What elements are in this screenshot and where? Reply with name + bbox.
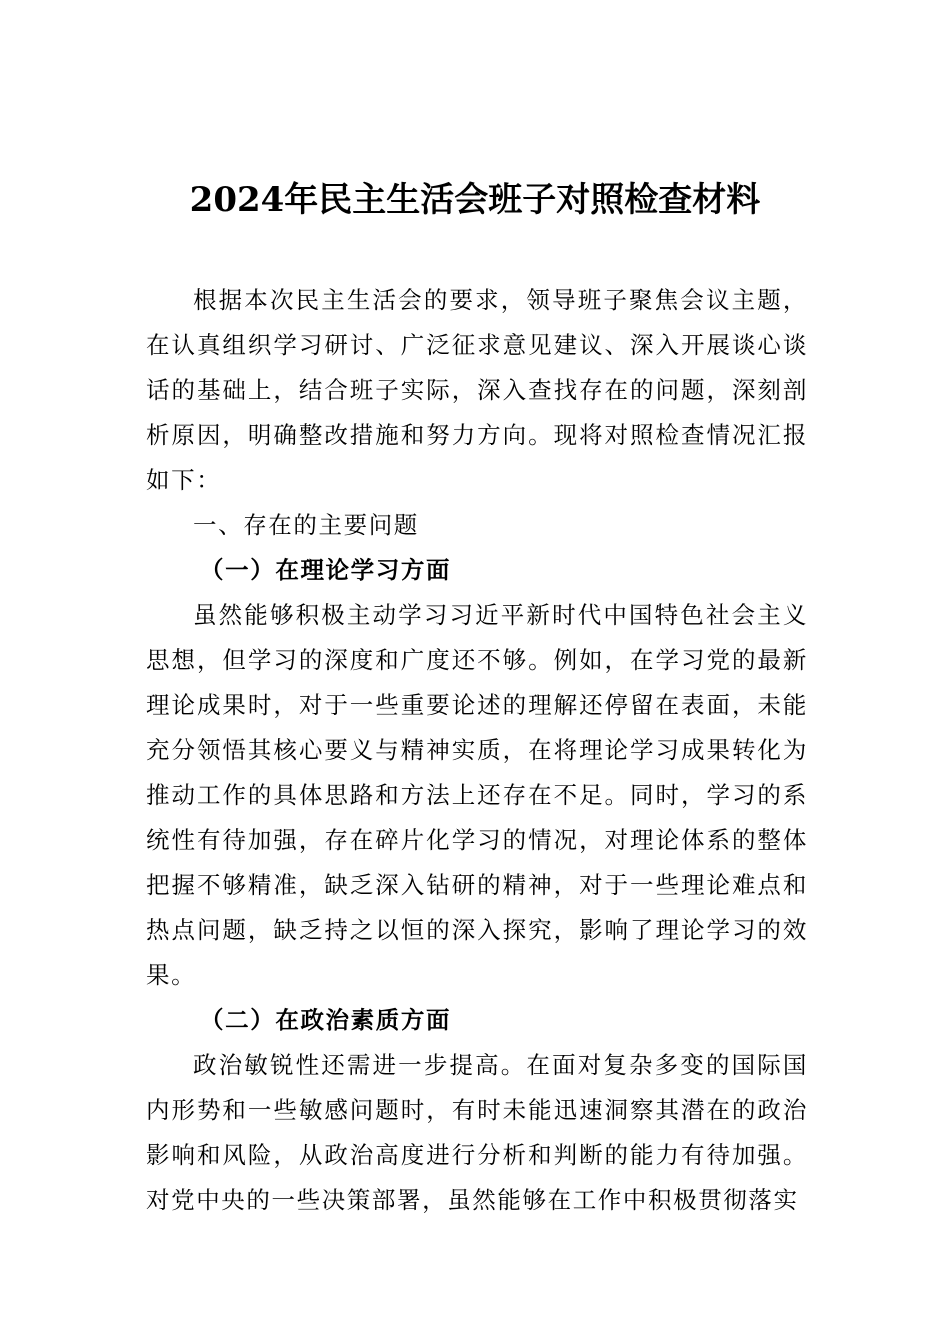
section-heading-1: 一、存在的主要问题	[193, 511, 419, 539]
document-body	[146, 278, 808, 1223]
subsection-heading-1: （一）在理论学习方面	[200, 556, 452, 584]
political-quality-paragraph: 政治敏锐性还需进一步提高。在面对复杂多变的国际国内形势和一些敏感问题时，有时未能迅速洞察其潜在的政治影响和风险，从政治高度进行分析和判断的能力有待加强。对党中央的一些决策部署，虽然能够在工作中积极贯彻落实	[146, 1051, 808, 1214]
subsection-heading-2: （二）在政治素质方面	[200, 1006, 452, 1034]
intro-paragraph: 根据本次民主生活会的要求，领导班子聚焦会议主题，在认真组织学习研讨、广泛征求意见建议、深入开展谈心谈话的基础上，结合班子实际，深入查找存在的问题，深刻剖析原因，明确整改措施和努力方向。现将对照检查情况汇报如下：	[146, 286, 808, 494]
theory-study-paragraph: 虽然能够积极主动学习习近平新时代中国特色社会主义思想，但学习的深度和广度还不够。例如，在学习党的最新理论成果时，对于一些重要论述的理解还停留在表面，未能充分领悟其核心要义与精神实质，在将理论学习成果转化为推动工作的具体思路和方法上还存在不足。同时，学习的系统性有待加强，存在碎片化学习的情况，对理论体系的整体把握不够精准，缺乏深入钻研的精神，对于一些理论难点和热点问题，缺乏持之以恒的深入探究，影响了理论学习的效果。	[146, 601, 808, 989]
document-title: 2024年民主生活会班子对照检查材料	[189, 180, 761, 220]
